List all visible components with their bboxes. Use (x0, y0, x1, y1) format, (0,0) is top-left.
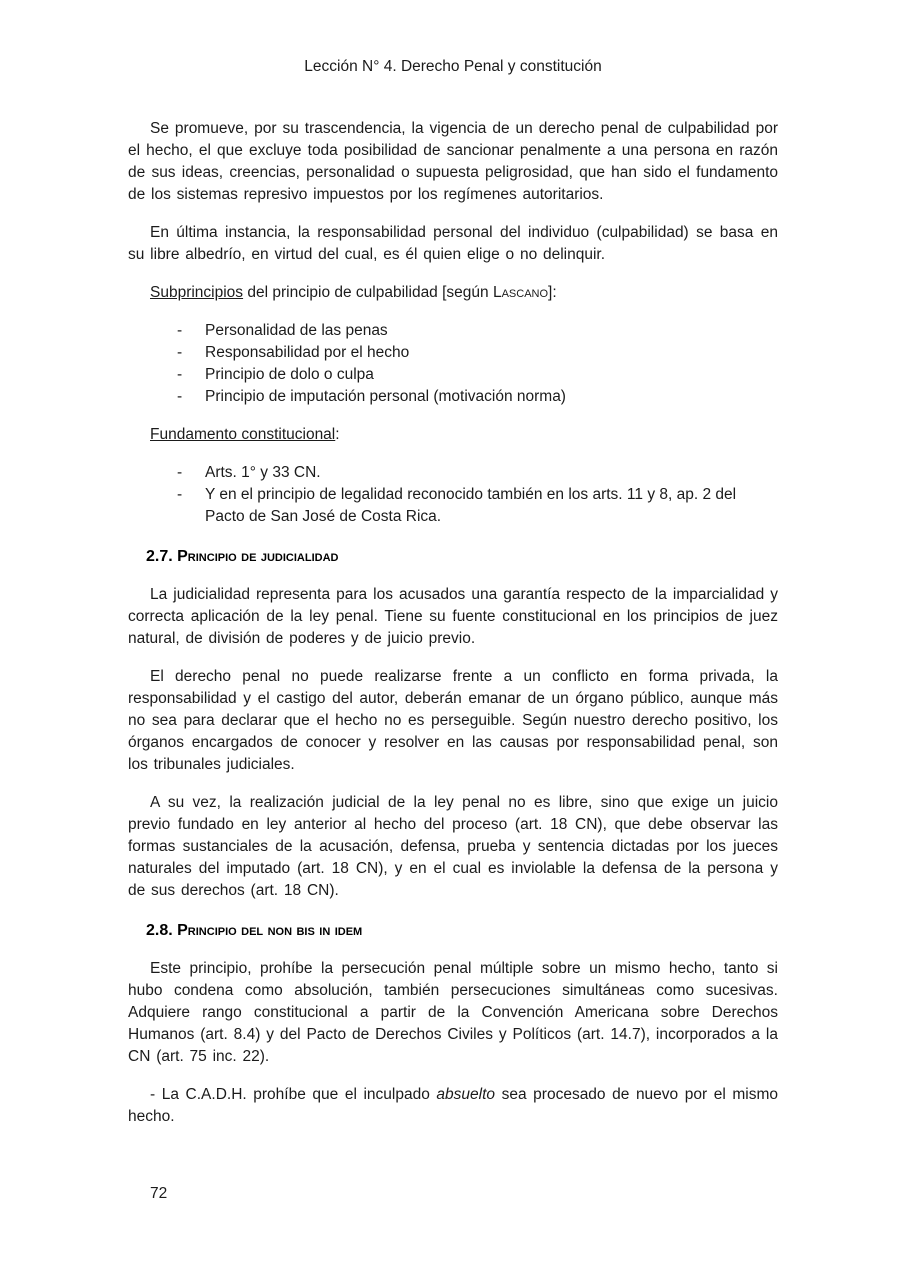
fundamento-colon: : (335, 426, 340, 443)
list-item (177, 342, 778, 364)
paragraph-nonbisinidem-2 (128, 1084, 778, 1128)
paragraph-nonbisinidem-1: Este principio, prohíbe la persecución penal múltiple sobre un mismo hecho, tanto si hubo condena como absolución, también persecuciones simultáneas como sucesivas. Adquiere rango constitucional a partir de la Convención Americana sobre Derechos Humanos (art. 8.4) y del Pacto de Derechos Civiles y Políticos (art. 14.7), incorporados a la CN (art. 75 inc. 22). (128, 960, 778, 1065)
fundamento-underlined-label: Fundamento constitucional (150, 426, 336, 443)
page-header-title: Lección N° 4. Derecho Penal y constitución (304, 58, 602, 75)
cadh-text-prefix: - La C.A.D.H. prohíbe que el inculpado (150, 1086, 437, 1103)
list-item (177, 462, 778, 484)
dash-marker: - (177, 464, 183, 481)
dash-marker: - (177, 344, 183, 361)
absuelto-italic: absuelto (436, 1086, 496, 1103)
section-heading-2-8: 2.8. Principio del non bis in idem (146, 922, 363, 939)
dash-marker: - (177, 366, 183, 383)
list-item-text: Personalidad de las penas (205, 322, 388, 339)
paragraph-culpabilidad-1: Se promueve, por su trascendencia, la vigencia de un derecho penal de culpabilidad por el hecho, el que excluye toda posibilidad de sancionar penalmente a una persona en razón de sus ideas, creencias, personalidad o supuesta peligrosidad, que han sido el fundamento de los sistemas represivo impuestos por los regímenes autoritarios. (128, 120, 778, 203)
list-item (177, 364, 778, 386)
dash-marker: - (177, 388, 183, 405)
dash-marker: - (177, 486, 183, 503)
list-item-text: Principio de dolo o culpa (205, 366, 374, 383)
author-name-lascano: Lascano (492, 284, 549, 301)
paragraph-culpabilidad-2: En última instancia, la responsabilidad personal del individuo (culpabilidad) se basa en su libre albedrío, en virtud del cual, es él quien elige o no delinquir. (128, 224, 778, 263)
dash-marker: - (177, 322, 183, 339)
paragraph-judicialidad-2: El derecho penal no puede realizarse frente a un conflicto en forma privada, la responsabilidad y el castigo del autor, deberán emanar de un órgano público, aunque más no sea para declarar que el hecho no es perseguible. Según nuestro derecho positivo, los órganos encargados de conocer y resolver en las causas por responsabilidad penal, son los tribunales judiciales. (128, 668, 778, 773)
culpabilidad-subprinciples-list (177, 320, 778, 408)
subprincipios-text-end: ]: (548, 284, 557, 301)
list-item (177, 320, 778, 342)
list-item (177, 484, 778, 528)
cadh-text-suffix: sea procesado de nuevo por el mismo hecho. (128, 1086, 778, 1125)
list-item (177, 386, 778, 408)
list-item-text: Arts. 1° y 33 CN. (205, 464, 321, 481)
paragraph-judicialidad-1: La judicialidad representa para los acusados una garantía respecto de la imparcialidad y correcta aplicación de la ley penal. Tiene su fuente constitucional en los principios de juez natural, de división de poderes y de juicio previo. (128, 586, 778, 647)
paragraph-judicialidad-3: A su vez, la realización judicial de la ley penal no es libre, sino que exige un juicio previo fundado en ley anterior al hecho del proceso (art. 18 CN), que debe observar las formas sustanciales de la acusación, defensa, prueba y sentencia dictadas por los jueces naturales del imputado (art. 18 CN), y en el cual es inviolable la defensa de la persona y de sus derechos (art. 18 CN). (128, 794, 778, 899)
list-item-text: Responsabilidad por el hecho (205, 344, 410, 361)
subprincipios-lead-line (128, 282, 778, 304)
section-heading-2-7: 2.7. Principio de judicialidad (146, 548, 339, 565)
subprincipios-text: del principio de culpabilidad [según (243, 284, 493, 301)
list-item-text: Principio de imputación personal (motivación norma) (205, 388, 566, 405)
list-item-text: Y en el principio de legalidad reconocido también en los arts. 11 y 8, ap. 2 del Pacto de San José de Costa Rica. (205, 486, 737, 525)
fundamento-lead-line (128, 424, 778, 446)
subprincipios-underlined-label: Subprincipios (150, 284, 244, 301)
page-number: 72 (150, 1185, 168, 1202)
fundamento-list (177, 462, 778, 528)
